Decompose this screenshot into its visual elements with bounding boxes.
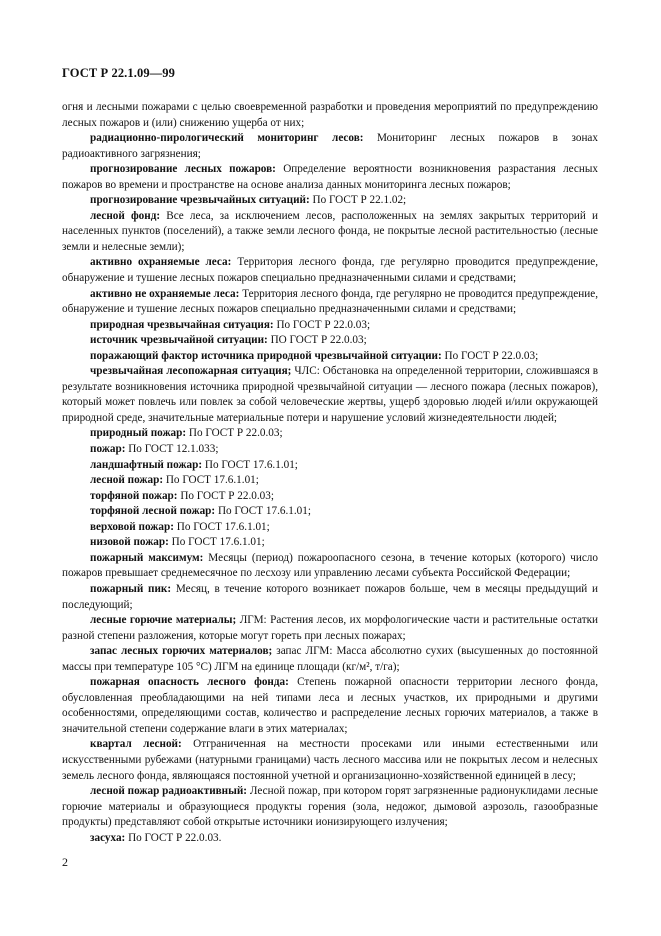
term-entry	[62, 426, 598, 442]
term-name: верховой пожар:	[90, 520, 174, 533]
term-definition: По ГОСТ 17.6.1.01;	[165, 474, 259, 487]
term-entry	[62, 831, 598, 847]
term-name: ландшафтный пожар:	[90, 458, 203, 471]
term-entry	[62, 458, 598, 474]
term-entry	[62, 473, 598, 489]
term-definition: Отграниченная на местности просеками или иными естественными или искусственными рубежами (натурными границами) часть лесного массива или не покрытых лесом и нелесных земель лесного фонда, являющаяся постоянной учетной и организационно-хозяйственной единицей в лесу;	[62, 738, 598, 782]
term-name: чрезвычайная лесопожарная ситуация;	[90, 365, 292, 378]
term-definition: Все леса, за исключением лесов, расположенных на землях закрытых территорий и населенных пунктов (поселений), а также земли лесного фонда, не покрытые лесной растительностью (лесные земли и нелесные земли);	[62, 209, 599, 253]
term-definition: Степень пожарной опасности территории лесного фонда, обусловленная преобладающими на ней типами леса и лесных участков, их природными и другими особенностями, определяющими состав, количество и распределение лесных горючих материалов, а также в значительной степени содержание влаги в этих материалах;	[62, 676, 599, 735]
term-entry	[62, 349, 598, 365]
term-name: источник чрезвычайной ситуации:	[90, 334, 268, 347]
term-entry	[62, 162, 598, 193]
term-definition: запас ЛГМ: Масса абсолютно сухих (высушенных до постоянной массы при температуре 105 °С) ЛГМ на единице площади (кг/м², т/га);	[62, 645, 598, 673]
term-definition: Территория лесного фонда, где регулярно не проводится предупреждение, обнаружение и тушение лесных пожаров специально предназначенными силами и средствами;	[62, 287, 598, 316]
term-name: низовой пожар:	[90, 536, 169, 549]
term-name: пожар:	[90, 443, 126, 456]
term-definition: По ГОСТ Р 22.0.03;	[180, 489, 274, 502]
term-name: лесные горючие материалы;	[90, 614, 237, 627]
term-entry	[62, 193, 598, 209]
term-entry	[62, 333, 598, 349]
term-name: поражающий фактор источника природной чрезвычайной ситуации:	[90, 349, 442, 362]
term-definition: Территория лесного фонда, где регулярно проводится предупреждение, обнаружение и тушение лесных пожаров специально предназначенными силами и средствами;	[62, 256, 599, 285]
term-name: прогнозирование лесных пожаров:	[90, 163, 276, 176]
term-name: торфяной пожар:	[90, 489, 178, 502]
term-definition: По ГОСТ 17.6.1.01;	[217, 505, 311, 518]
term-list	[62, 131, 598, 846]
term-name: пожарная опасность лесного фонда:	[90, 676, 289, 689]
term-entry	[62, 489, 598, 505]
term-definition: Лесной пожар, при котором горят загрязненные радионуклидами лесные горючие материалы и образующиеся продукты горения (зола, недожог, дымовой аэрозоль, газообразные продукты) представляют собой открытые источники ионизирующего излучения;	[62, 785, 598, 829]
term-name: пожарный пик:	[90, 582, 172, 595]
term-definition: По ГОСТ Р 22.0.03;	[276, 318, 371, 331]
document-header: ГОСТ Р 22.1.09—99	[62, 66, 175, 80]
term-name: природный пожар:	[90, 427, 187, 440]
term-definition: По ГОСТ 17.6.1.01;	[171, 536, 265, 549]
term-definition: По ГОСТ Р 22.0.03;	[444, 349, 539, 362]
document-body	[62, 100, 598, 846]
term-definition: По ГОСТ Р 22.1.02;	[312, 194, 407, 207]
term-definition: По ГОСТ 17.6.1.01;	[176, 520, 270, 533]
term-entry	[62, 613, 598, 644]
term-name: квартал лесной:	[90, 738, 182, 751]
term-entry	[62, 644, 598, 675]
term-entry	[62, 209, 598, 256]
term-definition: ЧЛС: Обстановка на определенной территории, сложившаяся в результате возникновения источника природной чрезвычайной ситуации — лесного пожара (лесных пожаров), который может повлечь или повлек за собой человеческие жертвы, ущерб здоровью людей и/или окружающей природной среде, значительные материальные потери и нарушение условий жизнедеятельности людей;	[62, 365, 599, 424]
term-definition: ЛГМ: Растения лесов, их морфологические части и растительные остатки разной степени разложения, которые могут гореть при лесных пожарах;	[62, 614, 599, 642]
term-name: запас лесных горючих материалов;	[90, 645, 273, 658]
term-definition: По ГОСТ Р 22.0.03;	[188, 427, 283, 440]
term-name: лесной пожар радиоактивный:	[90, 785, 248, 798]
term-name: лесной пожар:	[90, 474, 164, 487]
term-name: активно охраняемые леса:	[90, 256, 232, 269]
term-name: пожарный максимум:	[90, 551, 204, 564]
term-definition: По ГОСТ 12.1.033;	[128, 443, 219, 456]
term-definition: Определение вероятности возникновения разрастания лесных пожаров во времени и пространстве на основе анализа данных мониторинга лесных пожаров;	[62, 163, 598, 191]
term-entry	[62, 442, 598, 458]
term-definition: Мониторинг лесных пожаров в зонах радиоактивного загрязнения;	[62, 132, 598, 160]
term-entry	[62, 364, 598, 426]
term-name: прогнозирование чрезвычайных ситуаций:	[90, 194, 310, 207]
page-number: 2	[62, 855, 68, 869]
term-entry	[62, 504, 598, 520]
term-entry	[62, 131, 598, 162]
term-entry	[62, 520, 598, 536]
term-definition: По ГОСТ 17.6.1.01;	[204, 458, 298, 471]
term-name: засуха:	[90, 831, 126, 844]
term-name: активно не охраняемые леса:	[90, 287, 240, 300]
term-name: торфяной лесной пожар:	[90, 505, 216, 518]
term-definition: Месяц, в течение которого возникает пожаров больше, чем в месяцы предыдущий и последующий;	[62, 582, 598, 611]
term-entry	[62, 737, 598, 784]
term-entry	[62, 784, 598, 831]
term-definition: ПО ГОСТ Р 22.0.03;	[270, 334, 367, 347]
term-definition: По ГОСТ Р 22.0.03.	[128, 831, 222, 844]
term-name: природная чрезвычайная ситуация:	[90, 318, 274, 331]
term-entry	[62, 675, 598, 737]
term-definition: Месяцы (период) пожароопасного сезона, в течение которых (которого) число пожаров превышает среднемесячное по лесхозу или управлению лесами субъекта Российской Федерации;	[62, 551, 598, 580]
term-entry	[62, 582, 598, 613]
term-entry	[62, 318, 598, 334]
term-entry	[62, 535, 598, 551]
intro-continuation: огня и лесными пожарами с целью своевременной разработки и проведения мероприятий по предупреждению лесных пожаров и (или) снижению ущерба от них;	[62, 101, 598, 129]
term-entry	[62, 287, 598, 318]
term-name: лесной фонд:	[90, 209, 161, 222]
term-name: радиационно-пирологический мониторинг лесов:	[90, 132, 364, 145]
term-entry	[62, 551, 598, 582]
term-entry	[62, 255, 598, 286]
